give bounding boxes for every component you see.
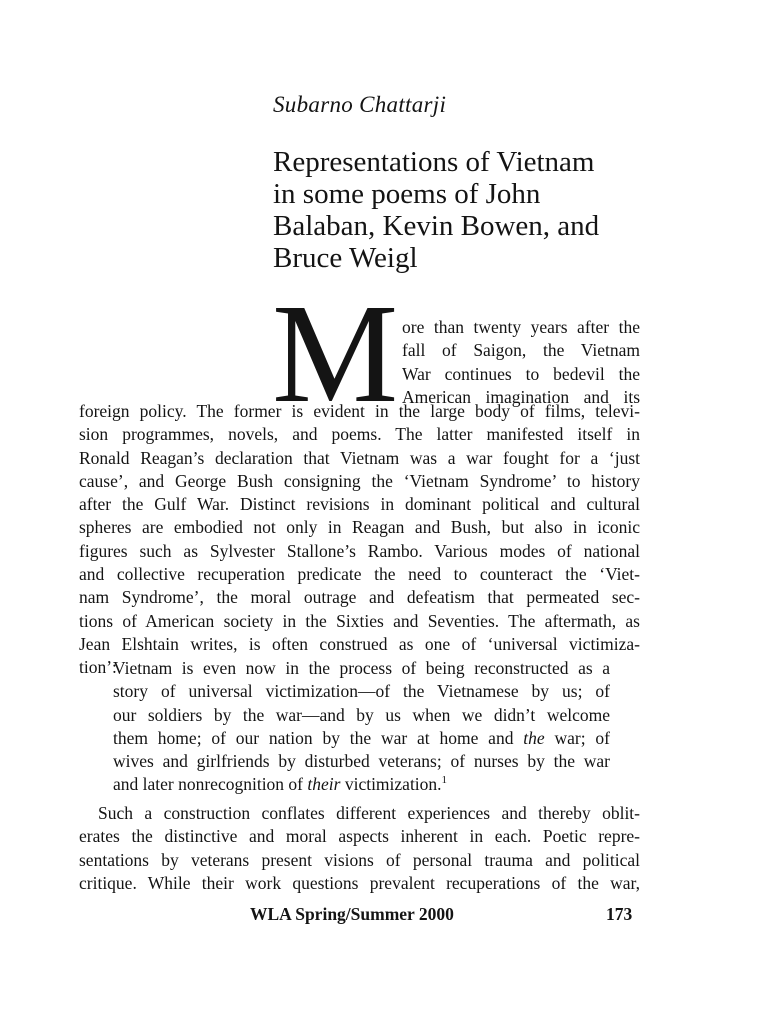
quote-text: victimization. — [340, 774, 442, 795]
quote-line: story of universal victimization—of the Vietnamese by us; of — [113, 681, 610, 702]
quote-text: war; of — [544, 727, 610, 748]
emphasis: their — [307, 774, 341, 795]
block-quote — [113, 657, 610, 797]
text-line: ore than twenty years after the — [402, 317, 640, 337]
quote-text: and later nonrecognition of — [113, 774, 308, 795]
text-line: Such a construction conflates different experiences and thereby oblit- — [98, 803, 640, 823]
title-line: in some poems of John — [273, 178, 541, 210]
paragraph-1 — [79, 400, 640, 680]
quote-line: wives and girlfriends by disturbed veterans; of nurses by the war — [113, 751, 610, 772]
text-line: nam Syndrome’, the moral outrage and defeatism that permeated sec- — [79, 587, 640, 608]
drop-cap: M — [272, 274, 399, 432]
text-line: War continues to bedevil the — [402, 363, 640, 384]
text-line: Jean Elshtain writes, is often construed as one of ‘universal victimiza- — [79, 633, 640, 654]
text-line: cause’, and George Bush consigning the ‘Vietnam Syndrome’ to history — [79, 470, 640, 491]
page-number: 173 — [606, 904, 633, 924]
author-name: Subarno Chattarji — [273, 92, 447, 117]
journal-footer: WLA Spring/Summer 2000 — [250, 904, 454, 924]
text-line: and collective recuperation predicate the need to counteract the ‘Viet- — [79, 564, 640, 585]
text-line: fall of Saigon, the Vietnam — [402, 340, 640, 361]
quote-line: our soldiers by the war—and by us when we didn’t welcome — [113, 704, 610, 725]
paragraph-2 — [79, 802, 640, 895]
quote-line: Vietnam is even now in the process of being reconstructed as a — [113, 658, 610, 678]
title-line: Bruce Weigl — [273, 242, 418, 274]
text-line: after the Gulf War. Distinct revisions in dominant political and cultural — [79, 494, 640, 515]
text-line: sentations by veterans present visions of personal trauma and political — [79, 849, 640, 870]
title-line: Balaban, Kevin Bowen, and — [273, 210, 600, 242]
text-line: erates the distinctive and moral aspects inherent in each. Poetic repre- — [79, 826, 640, 847]
footnote-marker[interactable]: 1 — [441, 774, 448, 787]
text-line: American imagination and its — [402, 386, 640, 407]
article-title — [273, 146, 653, 274]
title-line: Representations of Vietnam — [273, 146, 595, 178]
text-line: Ronald Reagan’s declaration that Vietnam was a war fought for a ‘just — [79, 447, 640, 468]
text-line: tions of American society in the Sixties and Seventies. The aftermath, as — [79, 610, 640, 631]
text-line: sion programmes, novels, and poems. The latter manifested itself in — [79, 424, 640, 445]
text-line: figures such as Sylvester Stallone’s Rambo. Various modes of national — [79, 540, 640, 561]
text-line: critique. While their work questions prevalent recuperations of the war, — [79, 872, 640, 893]
emphasis: the — [523, 727, 545, 748]
text-line: tion’: — [79, 657, 117, 678]
quote-line — [113, 773, 610, 796]
quote-text: them home; of our nation by the war at home and — [113, 727, 524, 748]
quote-line — [113, 727, 610, 750]
text-line: spheres are embodied not only in Reagan and Bush, but also in iconic — [79, 517, 640, 538]
text-line: foreign policy. The former is evident in the large body of films, televi- — [79, 401, 640, 421]
opening-lines — [402, 316, 640, 409]
